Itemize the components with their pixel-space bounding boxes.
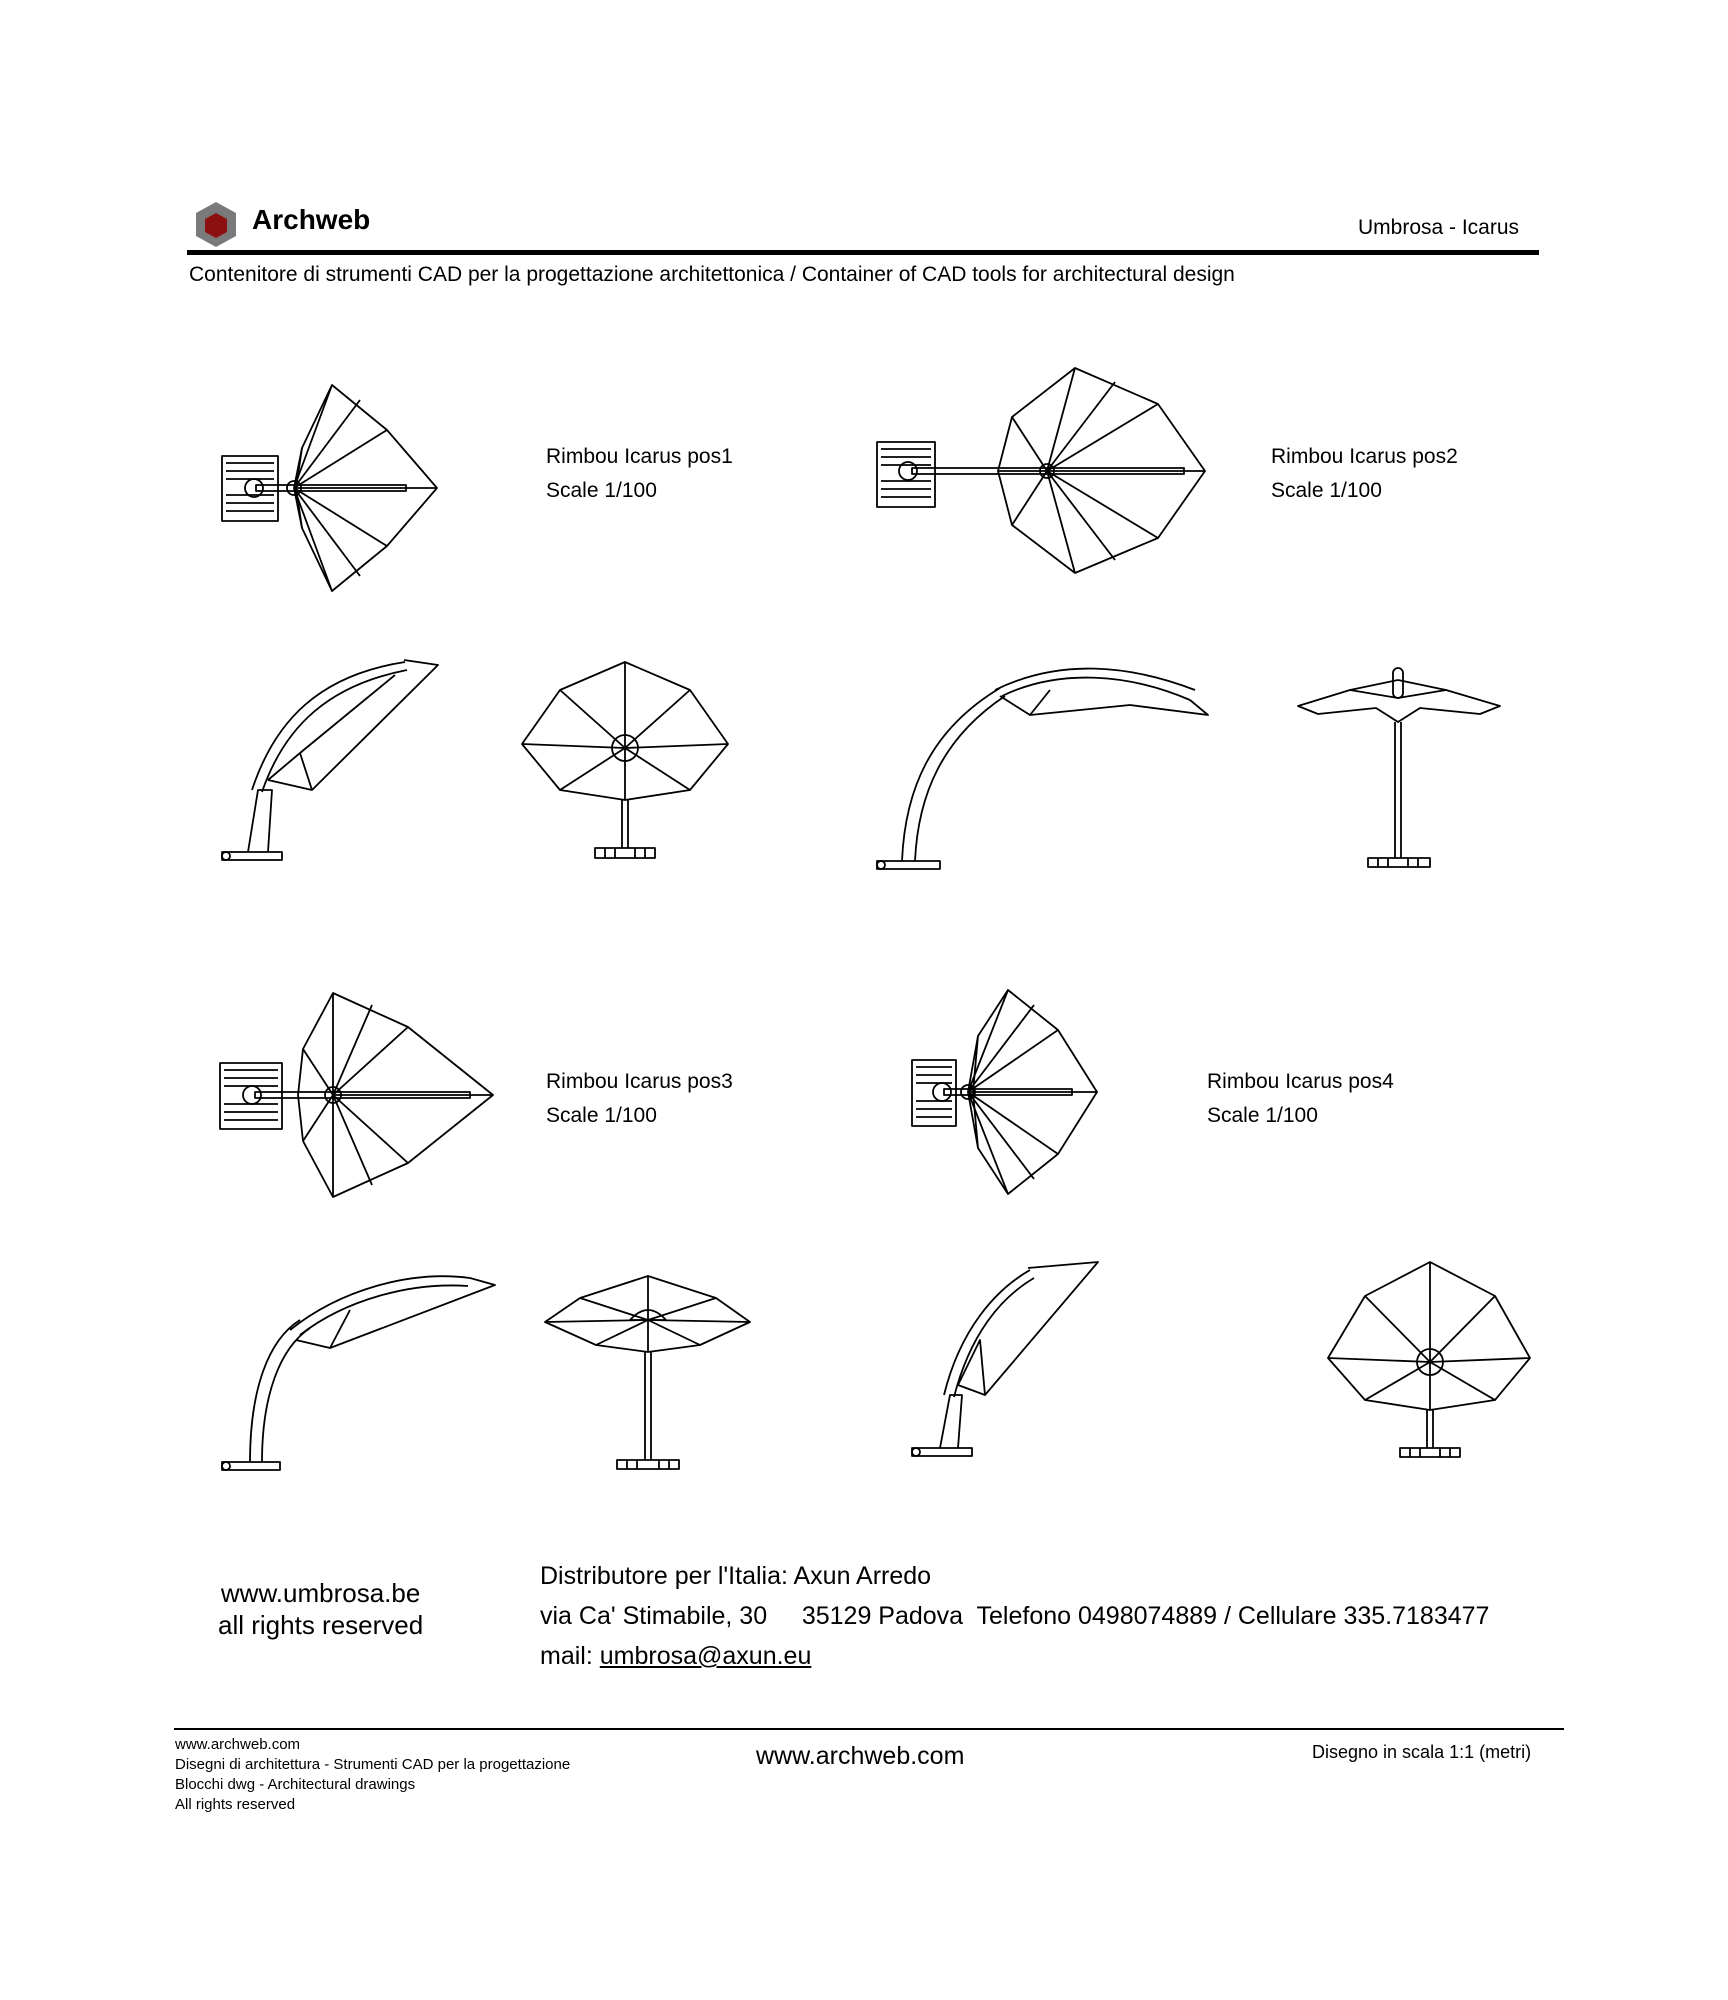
archweb-logo-icon — [196, 202, 236, 247]
drawing-name: Rimbou Icarus pos4 — [1207, 1070, 1394, 1093]
drawing-scale: Scale 1/100 — [546, 479, 657, 502]
plan-view-pos2 — [877, 368, 1205, 573]
drawing-scale: Scale 1/100 — [546, 1104, 657, 1127]
drawing-scale: Scale 1/100 — [1271, 479, 1382, 502]
header-divider — [187, 250, 1539, 255]
side-view-pos1 — [222, 660, 438, 860]
front-view-pos4 — [1328, 1262, 1530, 1457]
side-view-pos2 — [877, 669, 1208, 869]
side-view-pos3 — [222, 1276, 495, 1470]
side-view-pos4 — [912, 1262, 1098, 1456]
credit-line: www.archweb.com — [175, 1736, 301, 1753]
tagline: Contenitore di strumenti CAD per la progettazione architettonica / Container of CAD tools for architectural design — [189, 263, 1235, 286]
rights-notice: all rights reserved — [218, 1610, 424, 1640]
scale-note: Disegno in scala 1:1 (metri) — [1312, 1742, 1532, 1762]
distributor-name: Distributore per l'Italia: Axun Arredo — [540, 1562, 932, 1590]
drawing-label-pos1 — [546, 440, 733, 508]
credit-line: All rights reserved — [175, 1796, 296, 1813]
plan-view-pos3 — [220, 993, 493, 1197]
mail-label: mail: — [540, 1642, 593, 1670]
distributor-address: via Ca' Stimabile, 30 35129 Padova Telefono 0498074889 / Cellulare 335.7183477 — [540, 1602, 1490, 1630]
credit-line: Blocchi dwg - Architectural drawings — [175, 1776, 416, 1793]
distributor-mail — [540, 1636, 1489, 1676]
manufacturer-info — [218, 1577, 423, 1641]
plan-view-pos4 — [912, 990, 1097, 1194]
plan-view-pos1 — [222, 385, 437, 591]
drawing-label-pos4 — [1207, 1065, 1394, 1133]
drawing-name: Rimbou Icarus pos3 — [546, 1070, 733, 1093]
page-title: Umbrosa - Icarus — [1358, 216, 1520, 239]
credit-line: Disegni di architettura - Strumenti CAD per la progettazione — [175, 1756, 571, 1773]
drawing-name: Rimbou Icarus pos1 — [546, 445, 733, 468]
front-view-pos3 — [545, 1276, 750, 1469]
distributor-info — [540, 1556, 1489, 1676]
mail-link[interactable]: umbrosa@axun.eu — [599, 1642, 812, 1670]
manufacturer-website: www.umbrosa.be — [220, 1578, 421, 1608]
brand-name: Archweb — [252, 204, 371, 235]
drawing-name: Rimbou Icarus pos2 — [1271, 445, 1458, 468]
drawing-label-pos3 — [546, 1065, 733, 1133]
footer-divider — [174, 1728, 1564, 1730]
footer-website-link[interactable]: www.archweb.com — [756, 1742, 965, 1770]
front-view-pos2 — [1298, 668, 1500, 867]
drawing-label-pos2 — [1271, 440, 1458, 508]
drawing-scale: Scale 1/100 — [1207, 1104, 1318, 1127]
footer-credits — [175, 1735, 570, 1815]
front-view-pos1 — [522, 662, 728, 858]
